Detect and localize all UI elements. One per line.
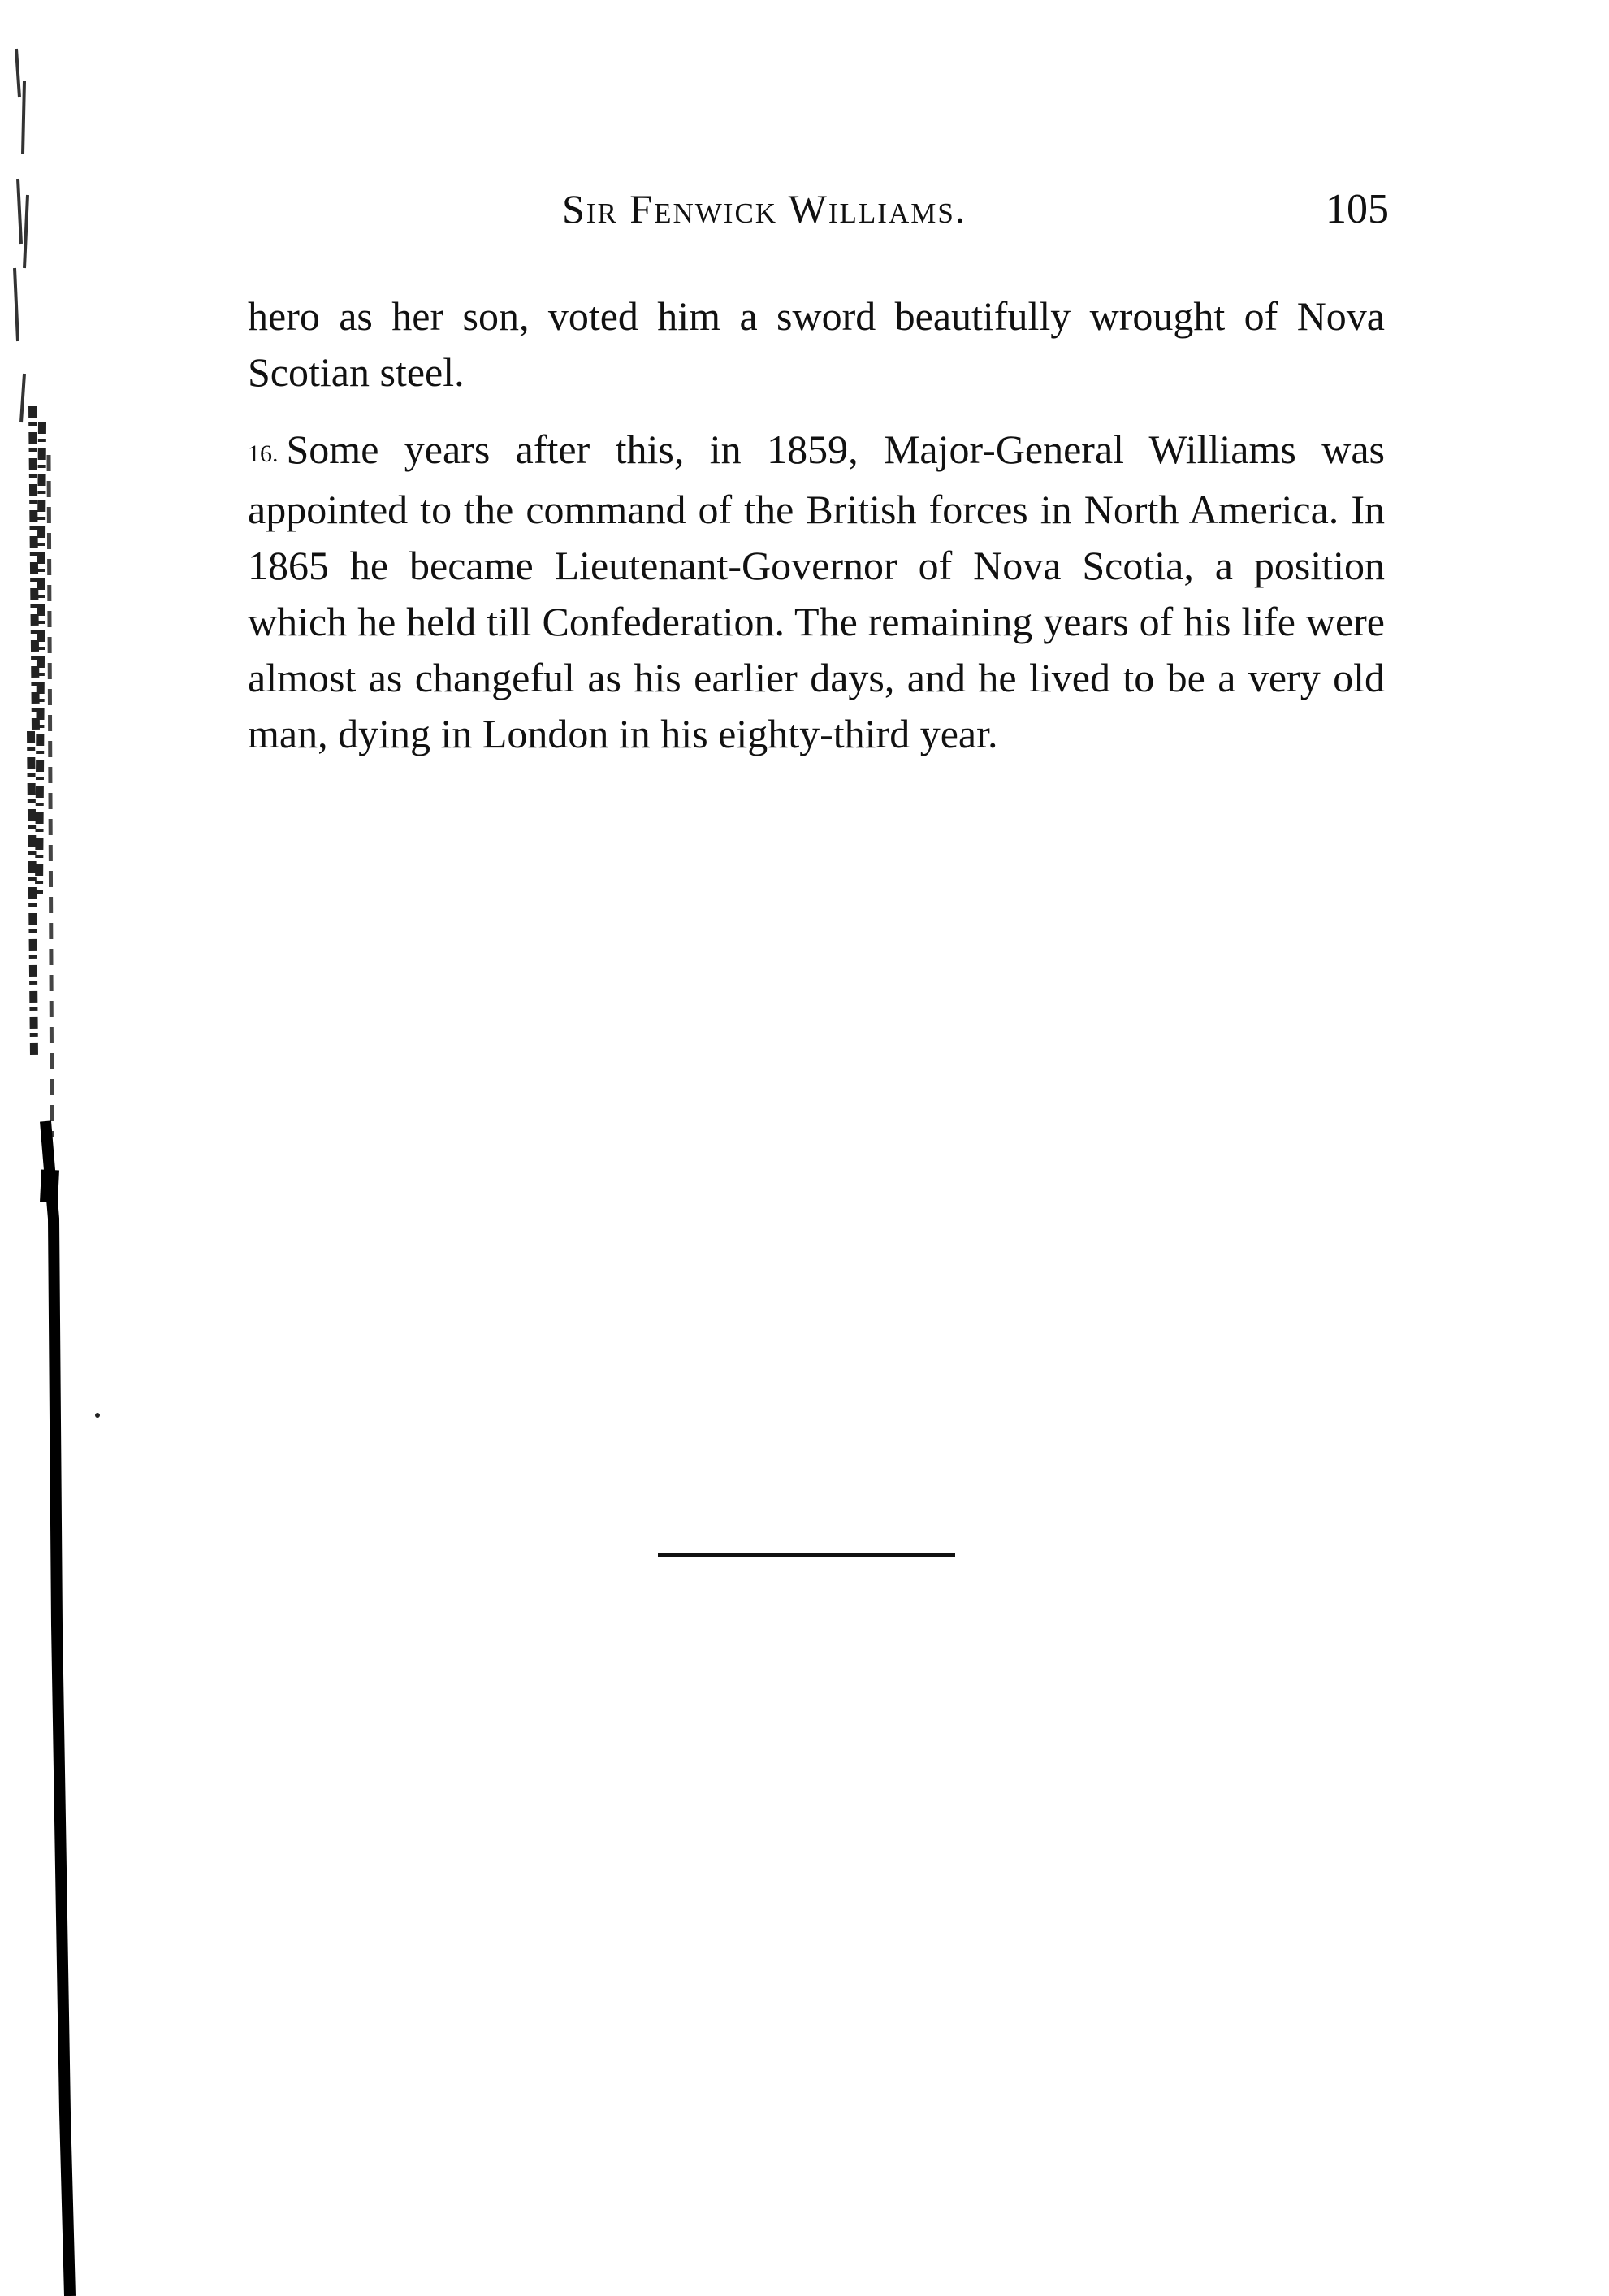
paragraph-number: 16. xyxy=(248,440,279,467)
paragraph-text: hero as her son, voted him a sword beautifully wrought of Nova Scotian steel. xyxy=(248,293,1385,395)
page-number: 105 xyxy=(1326,186,1389,232)
section-end-rule xyxy=(658,1553,955,1557)
paragraph-text: Some years after this, in 1859, Major-General Williams was appointed to the command of the British forces in North America. In 1865 he became Lieutenant-Governor of Nova Scotia, a position which he held till Confederation. The remaining years of his life were almost as changeful as his earlier days, and he lived to be a very old man, dying in London in his eighty-third year. xyxy=(248,427,1385,756)
paragraph xyxy=(248,288,1385,401)
running-title: Sir Fenwick Williams. xyxy=(562,186,967,232)
paragraph xyxy=(248,422,1385,762)
body-text xyxy=(248,288,1385,762)
binding-edge xyxy=(0,0,106,2296)
page-header xyxy=(244,185,1389,258)
